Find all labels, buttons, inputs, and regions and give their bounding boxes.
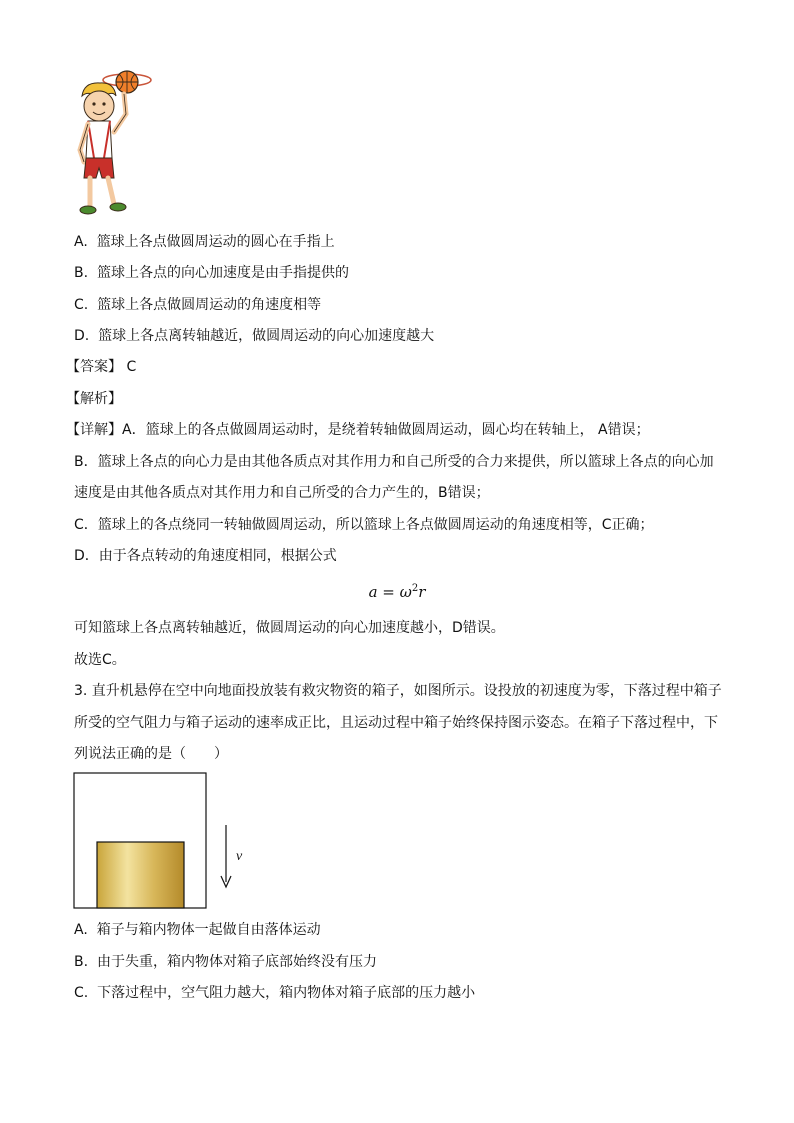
q2-analysis-tag: 【解析】 bbox=[66, 391, 122, 407]
option-label: B. bbox=[74, 265, 89, 281]
q2-detail-line-5: D．由于各点转动的角速度相同，根据公式 bbox=[74, 548, 337, 564]
answer-tag: 【答案】 bbox=[66, 359, 122, 375]
option-text: 箱子与箱内物体一起做自由落体运动 bbox=[96, 922, 321, 938]
q3-option-a bbox=[74, 920, 321, 940]
detail-text: A．篮球上的各点做圆周运动时，是绕着转轴做圆周运动，圆心均在转轴上， A错误； bbox=[122, 422, 650, 438]
formula-omega: ω bbox=[399, 583, 412, 601]
falling-box-diagram bbox=[70, 770, 260, 912]
q3-stem-line-1: 3. 直升机悬停在空中向地面投放装有救灾物资的箱子，如图所示。设投放的初速度为零，下落过程中箱子 bbox=[74, 683, 722, 699]
centripetal-acceleration-formula bbox=[0, 583, 794, 601]
velocity-label: v bbox=[236, 849, 243, 864]
option-text: 下落过程中，空气阻力越大，箱内物体对箱子底部的压力越小 bbox=[97, 985, 476, 1001]
option-label: C. bbox=[74, 985, 89, 1001]
option-text: 篮球上各点做圆周运动的圆心在手指上 bbox=[96, 234, 335, 250]
inner-object bbox=[97, 842, 184, 908]
option-text: 篮球上各点离转轴越近，做圆周运动的向心加速度越大 bbox=[98, 328, 435, 344]
q2-option-a bbox=[74, 232, 335, 252]
q2-conclusion: 可知篮球上各点离转轴越近，做圆周运动的向心加速度越小，D错误。 bbox=[74, 620, 505, 636]
formula-lhs: a bbox=[368, 583, 378, 601]
q2-answer bbox=[66, 357, 136, 377]
option-text: 篮球上各点做圆周运动的角速度相等 bbox=[97, 297, 322, 313]
q2-detail-line-3: 速度是由其他各质点对其作用力和自己所受的合力产生的，B错误； bbox=[74, 485, 490, 501]
option-text: 篮球上各点的向心加速度是由手指提供的 bbox=[96, 265, 349, 281]
formula-eq: = bbox=[382, 583, 395, 601]
formula-exp: 2 bbox=[411, 583, 419, 594]
q3-stem-line-2: 所受的空气阻力与箱子运动的速率成正比，且运动过程中箱子始终保持图示姿态。在箱子下落过程中，下 bbox=[74, 715, 718, 731]
option-label: A. bbox=[74, 234, 88, 250]
option-label: C. bbox=[74, 297, 89, 313]
q2-detail-line-1 bbox=[66, 420, 650, 440]
option-text: 由于失重，箱内物体对箱子底部始终没有压力 bbox=[96, 954, 377, 970]
answer-value: C bbox=[126, 359, 137, 375]
q2-detail-line-2: B．篮球上各点的向心力是由其他各质点对其作用力和自己所受的合力来提供，所以篮球上各点的向心加 bbox=[74, 454, 714, 470]
q3-option-c bbox=[74, 983, 475, 1003]
formula-r: r bbox=[418, 583, 426, 601]
q2-option-b bbox=[74, 263, 349, 283]
q2-detail-line-4: C．篮球上的各点绕同一转轴做圆周运动，所以篮球上各点做圆周运动的角速度相等，C正确； bbox=[74, 517, 654, 533]
q3-stem-line-3: 列说法正确的是（ ） bbox=[74, 746, 228, 762]
q2-choice: 故选C。 bbox=[74, 652, 126, 668]
option-label: D. bbox=[74, 328, 90, 344]
q2-option-d bbox=[74, 326, 434, 346]
option-label: A. bbox=[74, 922, 88, 938]
q2-option-c bbox=[74, 295, 321, 315]
option-label: B. bbox=[74, 954, 89, 970]
kid-spinning-basketball-illustration bbox=[74, 66, 164, 218]
detail-tag: 【详解】 bbox=[66, 422, 122, 438]
q3-option-b bbox=[74, 952, 377, 972]
